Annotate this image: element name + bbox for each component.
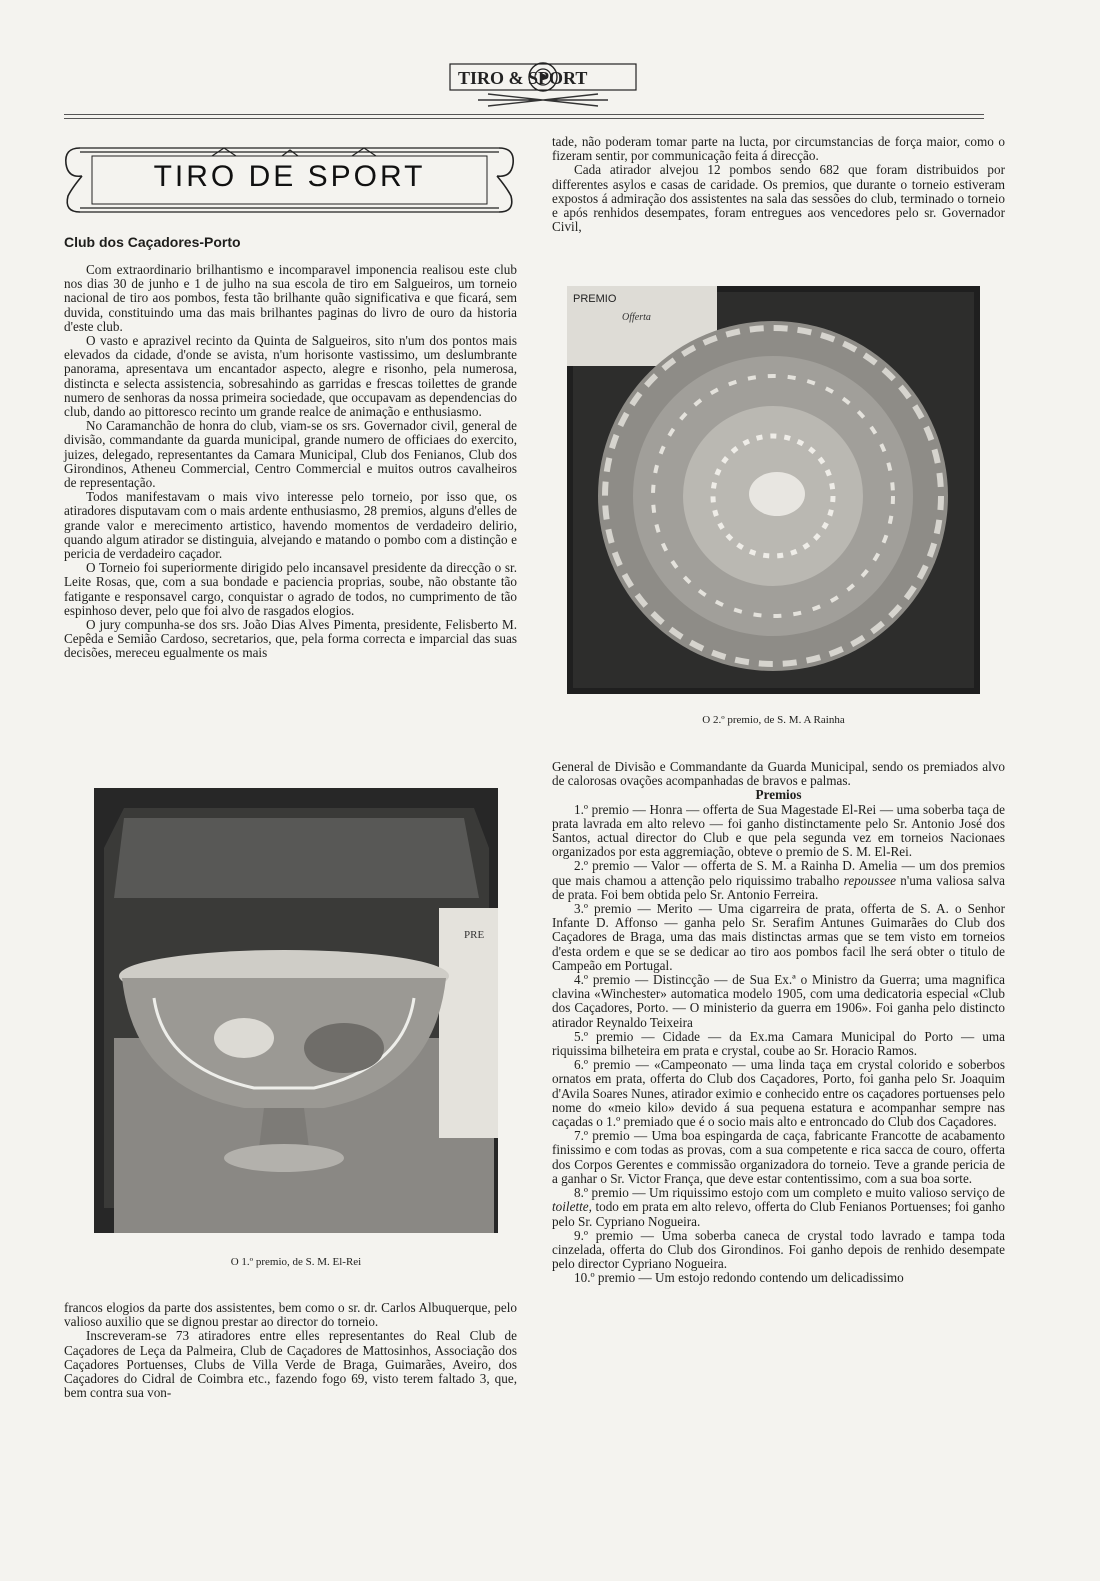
prize-item: 10.º premio — Um estojo redondo contendo um delicadissimo	[574, 1270, 904, 1286]
salver-illustration	[567, 286, 980, 694]
paragraph: tade, não poderam tomar parte na lucta, por circumstancias de força maior, como o fizeram sentir, por communicação feita á direcção.	[552, 134, 1005, 164]
paragraph: Cada atirador alvejou 12 pombos sendo 682 que foram distribuidos por differentes asylos e casas de caridade. Os premios, que durante o torneio estiveram expostos á admiração dos assistentes na sala das sessões do club, terminado o torneio e após renhidos desempates, foram entregues aos vencedores pelo sr. Governador Civil,	[552, 162, 1005, 235]
masthead-logo	[448, 58, 638, 110]
first-prize-photo	[94, 788, 498, 1233]
banner-title: TIRO DE SPORT	[153, 160, 426, 193]
prize-emphasis: repoussee	[843, 872, 896, 888]
bowl-card-label: PRE	[464, 929, 485, 941]
prize-item	[552, 1186, 1005, 1229]
prize-text: n'uma valiosa salva de prata. Foi bem obtida pelo Sr. Antonio Ferreira.	[552, 872, 1006, 902]
left-column-top	[64, 263, 517, 661]
paragraph: O Torneio foi superiormente dirigido pelo incansavel presidente da direcção o sr. Leite Rosas, que, com a sua bondade e paciencia proprias, soube, não obstante tão fatigante e responsavel cargo, conquistar o agrado de todos, no cumprimento de tão espinhoso dever, pelo que foi alvo de rasgados elogios.	[64, 560, 517, 618]
first-prize-caption: O 1.º premio, de S. M. El-Rei	[230, 1256, 362, 1268]
prize-item: 3.º premio — Merito — Uma cigarreira de prata, offerta de S. A. o Senhor Infante D. Affonso — ganha pelo Sr. Serafim Antunes Guimarães do Club dos Caçadores de Braga, uma das mais distinctas armas que se tem visto em torneios d'esta ordem e que se se dedicar ao tiro aos pombos facil lhe será obter o titulo de Campeão em Portugal.	[552, 901, 1005, 973]
paragraph: O vasto e aprazivel recinto da Quinta de Salgueiros, sito n'um dos pontos mais elevados da cidade, d'onde se avista, n'um horisonte vastissimo, um deslumbrante panorama, apresentava um encantador aspecto, alegre e risonho, pela numerosa, distincta e selecta assistencia, sobresahindo as garridas e frescas toilettes de grande numero de senhoras da nossa primeira sociedade, que occupavam as dependencias do club, dando ao pittoresco recinto um grande realce de animação e enthusiasmo.	[64, 333, 517, 420]
premios-heading: Premios	[755, 787, 802, 803]
salver-card-offerta: Offerta	[622, 312, 651, 323]
paragraph: No Caramanchão de honra do club, viam-se os srs. Governador civil, general de divisão, commandante da guarda municipal, grande numero de officiaes do exercito, juizes, delegado, representantes da Camara Municipal, Club dos Fenianos, Club dos Girondinos, Atheneu Commercial, Centro Commercial e muitos outros cavalheiros de representação.	[64, 418, 517, 491]
salver-card-label: PREMIO	[573, 293, 617, 305]
paragraph: francos elogios da parte dos assistentes, bem como o sr. dr. Carlos Albuquerque, pelo valioso auxilio que se dignou prestar ao director do torneio.	[64, 1300, 517, 1330]
prize-item: 1.º premio — Honra — offerta de Sua Magestade El-Rei — uma soberba taça de prata lavrada em alto relevo — foi ganho distinctamente pelo Sr. Antonio José dos Santos, actual director do Club e que pela segunda vez em torneios Nacionaes organizados por esta aggremiação, obteve o premio de S. M. El-Rei.	[552, 801, 1005, 860]
prize-item	[552, 859, 1005, 902]
right-column-top	[552, 135, 1005, 234]
paragraph: General de Divisão e Commandante da Guarda Municipal, sendo os premiados alvo de calorosas ovações acompanhadas de bravos e palmas.	[552, 759, 1005, 789]
prize-item: 9.º premio — Uma soberba caneca de crystal todo lavrado e tampa toda cinzelada, offerta do Club dos Girondinos. Foi ganho depois de renhido desempate pelo director Cypriano Nogueira.	[552, 1227, 1005, 1272]
paragraph: Com extraordinario brilhantismo e incomparavel imponencia realisou este club nos dias 30 de junho e 1 de julho na sua escola de tiro em Salgueiros, um torneio nacional de tiro aos pombos, festa tão brilhante quão significativa e que ficará, sem duvida, constituindo uma das mais brilhantes paginas do livro de ouro da historia d'este club.	[64, 262, 517, 334]
section-banner	[62, 138, 517, 222]
paragraph: Todos manifestavam o mais vivo interesse pelo torneio, por isso que, os atiradores disputavam com o mais ardente enthusiasmo, 28 premios, alguns d'elles de grande valor e merecimento artistico, havendo momentos de verdadeiro delirio, quando algum atirador se distinguia, alvejando e matando o pombo com a distinção e pericia de verdadeiro caçador.	[64, 489, 517, 562]
header-rule-top	[64, 114, 984, 115]
prize-item: 7.º premio — Uma boa espingarda de caça, fabricante Francotte de acabamento finissimo e com todas as provas, com a sua competente e rica sacca de couro, offerta dos Corpos Gerentes e commissão organizadora do torneio. Teve a grande pericia de a ganhar o Sr. Victor França, que deve estar contentissimo, com a sua boa sorte.	[552, 1128, 1005, 1186]
left-column-bottom	[64, 1301, 517, 1400]
header-rule-bottom	[64, 118, 984, 119]
second-prize-photo	[567, 286, 980, 694]
prize-item: 6.º premio — «Campeonato — uma linda taça em crystal colorido e soberbos ornatos em prata, offerta do Club dos Caçadores, Porto, foi ganha pelo Sr. Joaquim d'Avila Soares Nunes, atirador eximio e conhecido entre os caçadores portuenses pelo nome do «meio kilo» devido á sua pequena estatura e acompanhar sempre nas caçadas o 1.º premiado que é o socio mais alto e entroncado do Club dos Caçadores.	[552, 1057, 1005, 1130]
paragraph: Inscreveram-se 73 atiradores entre elles representantes do Real Club de Caçadores de Leça da Palmeira, Club de Caçadores de Mattosinhos, Associação dos Caçadores Portuenses, Clubs de Villa Verde de Braga, Guimarães, Aveiro, dos Caçadores do Cidral de Coimbra etc., fazendo fogo 69, visto terem faltado 3, que, bem contra sua von-	[64, 1328, 517, 1401]
prize-item: 5.º premio — Cidade — da Ex.ma Camara Municipal do Porto — uma riquissima bilheteira em prata e crystal, coube ao Sr. Horacio Ramos.	[552, 1028, 1005, 1059]
bowl-illustration	[94, 788, 498, 1233]
article-title: Club dos Caçadores-Porto	[64, 234, 241, 250]
second-prize-caption: O 2.º premio, de S. M. A Rainha	[702, 714, 845, 726]
prize-text: todo em prata em alto relevo, offerta do Club Fenianos Portuenses; foi ganho pelo Sr. Cypriano Nogueira.	[552, 1199, 1005, 1229]
prize-emphasis: toilette,	[552, 1199, 592, 1215]
prize-text: 8.º premio — Um riquissimo estojo com um completo e muito valioso serviço de	[574, 1185, 1005, 1201]
prize-text: 2.º premio — Valor — offerta de S. M. a Rainha D. Amelia — um dos premios que mais chamou a attenção pelo riquissimo trabalho	[552, 858, 1005, 888]
right-column-bottom	[552, 760, 1005, 1286]
masthead-text: TIRO & SPORT	[458, 68, 588, 88]
prize-item: 4.º premio — Distincção — de Sua Ex.ª o Ministro da Guerra; uma magnifica clavina «Winchester» automatica modelo 1905, com uma dedicatoria especial «Club dos Caçadores, Porto. — O ministerio da guerra em 1906». Foi ganha pelo distincto atirador Reynaldo Teixeira	[552, 972, 1005, 1030]
paragraph: O jury compunha-se dos srs. João Dias Alves Pimenta, presidente, Felisberto M. Cepêda e Semião Cardoso, secretarios, que, pela forma correcta e imparcial das suas decisões, mereceu egualmente os mais	[64, 617, 517, 661]
